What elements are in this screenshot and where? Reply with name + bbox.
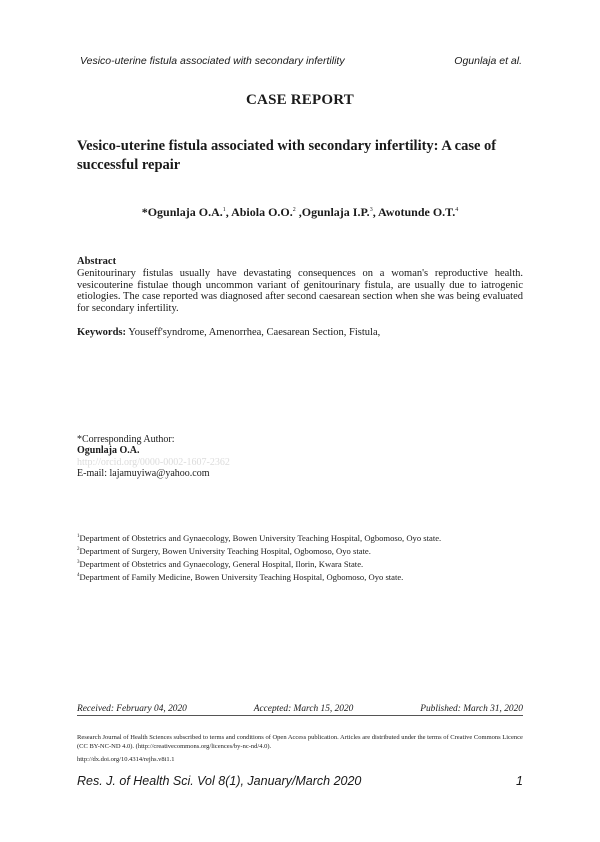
author-affiliation-mark: 2	[292, 207, 296, 213]
article-title: Vesico-uterine fistula associated with secondary infertility: A case of successful repair	[77, 138, 497, 173]
keywords-label: Keywords:	[77, 327, 126, 338]
affiliation-text: Department of Obstetrics and Gynaecology, Bowen University Teaching Hospital, Ogbomoso, Oyo state.	[79, 532, 442, 543]
abstract-section	[77, 256, 523, 315]
author-name: Awotunde O.T.	[378, 205, 456, 219]
page-number: 1	[516, 774, 523, 788]
affiliation-text: Department of Obstetrics and Gynaecology, General Hospital, Ilorin, Kwara State.	[79, 559, 364, 570]
doi-link[interactable]: http://dx.doi.org/10.4314/rejhs.v8i1.1	[77, 756, 175, 763]
author-separator: ,	[225, 205, 232, 219]
author-affiliation-mark: 3	[369, 207, 373, 213]
affiliation-text: Department of Surgery, Bowen University Teaching Hospital, Ogbomoso, Oyo state.	[79, 546, 371, 557]
keywords-text: Youseff'syndrome, Amenorrhea, Caesarean Section, Fistula,	[128, 327, 381, 338]
affiliations	[77, 531, 523, 584]
orcid-link[interactable]: http://orcid.org/0000-0002-1607-2362	[77, 456, 230, 468]
affiliation-mark: 3	[77, 560, 80, 566]
abstract-text: Genitourinary fistulas usually have devastating consequences on a woman's reproductive health. vesicouterine fistulae though uncommon variant of genitourinary fistula, are usually due to iatrogenic etiologies. The case reported was diagnosed after second caesarean section when she was being evaluated for secondary infertility.	[77, 267, 523, 315]
keywords-section	[77, 327, 523, 338]
author-name: Abiola O.O.	[231, 205, 293, 219]
author-affiliation-mark: 4	[455, 207, 459, 213]
affiliation-mark: 2	[77, 547, 80, 553]
corresponding-author	[77, 434, 377, 480]
dates-divider	[77, 715, 523, 716]
published-date: Published: March 31, 2020	[420, 704, 523, 714]
author-separator: ,	[295, 205, 302, 219]
accepted-date: Accepted: March 15, 2020	[253, 704, 354, 714]
affiliation-mark: 4	[77, 573, 80, 579]
running-header-authors: Ogunlaja et al.	[454, 55, 522, 67]
affiliation-item	[77, 570, 523, 583]
author-name: *Ogunlaja O.A.	[141, 205, 223, 219]
author-separator: ,	[372, 205, 379, 219]
running-header-title: Vesico-uterine fistula associated with secondary infertility	[80, 55, 345, 67]
affiliation-item	[77, 544, 523, 557]
affiliation-mark: 1	[77, 534, 80, 539]
section-label: CASE REPORT	[246, 92, 354, 108]
corresponding-name: Ogunlaja O.A.	[77, 445, 140, 457]
received-date: Received: February 04, 2020	[77, 704, 187, 714]
corresponding-email[interactable]: E-mail: lajamuyiwa@yahoo.com	[77, 468, 210, 480]
affiliation-text: Department of Family Medicine, Bowen University Teaching Hospital, Ogbomoso, Oyo state.	[79, 572, 404, 583]
corresponding-label: *Corresponding Author:	[77, 434, 175, 445]
affiliation-item	[77, 531, 523, 544]
license-statement: Research Journal of Health Sciences subscribed to terms and conditions of Open Access publication. Articles are distributed under the terms of Creative Commons Licence (CC BY-NC-ND 4.0). (http://creativecommons.org/licences/by-nc-nd/4.0).	[77, 734, 523, 751]
author-list	[0, 205, 600, 220]
affiliation-item	[77, 557, 523, 570]
author-affiliation-mark: 1	[222, 207, 226, 213]
footer-journal: Res. J. of Health Sci. Vol 8(1), January/March 2020	[77, 774, 362, 788]
author-name: Ogunlaja I.P.	[301, 205, 370, 219]
publication-dates	[77, 704, 523, 714]
abstract-heading: Abstract	[77, 256, 117, 267]
running-header	[80, 55, 522, 67]
page-footer	[77, 774, 523, 788]
